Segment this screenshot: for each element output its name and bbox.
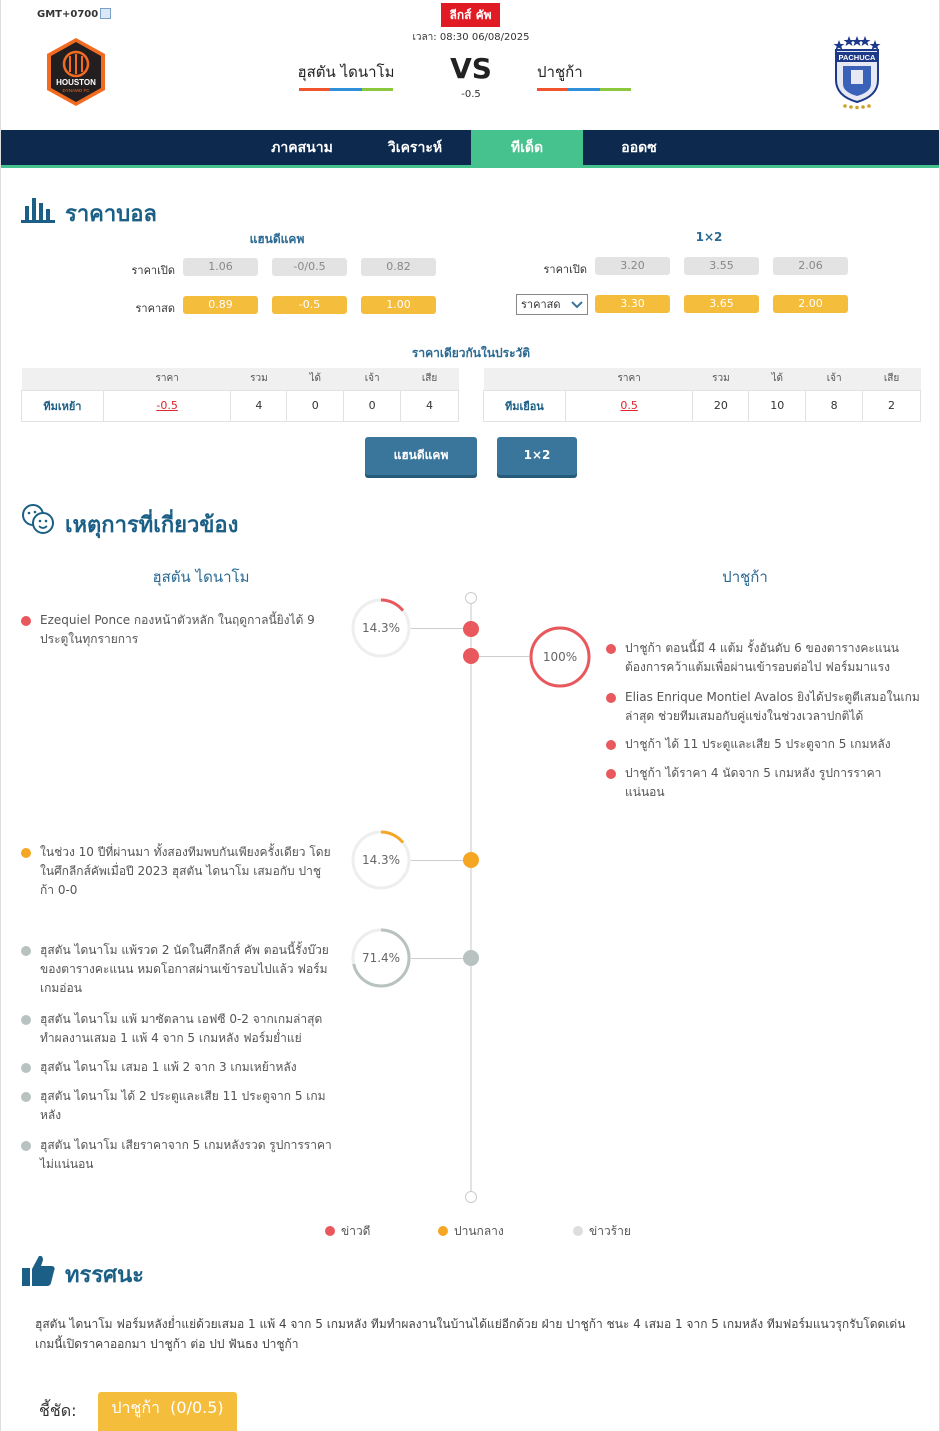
home-bad-ring bbox=[351, 928, 411, 988]
x12-open-away: 2.06 bbox=[773, 257, 848, 275]
event-text: ฮุสตัน ไดนาโม แพ้รวด 2 นัดในศึกลีกส์ คัพ ตอนนี้รั้งบ๊วยของตารางคะแนน หมดโอกาสผ่านเข้ารอบไปแล้ว ฟอร์มเกมอ่อน bbox=[40, 943, 329, 995]
lose-cell: 4 bbox=[401, 390, 459, 421]
opinion-text: ฮุสตัน ไดนาโม ฟอร์มหลังย่ำแย่ด้วยเสมอ 1 แพ้ 4 จาก 5 เกมหลัง ทีมทำผลงานในบ้านได้แย่อีกด้วย ฝ่าย ปาชูก้า ชนะ 4 เสมอ 1 จาก 5 เกมหลัง ทีมฟอร์มแนวรุกรับโดดเด่น เกมนี้เปิดราคาออกมา ปาชูก้า ต่อ ปป ฟันธง ปาชูก้า bbox=[35, 1317, 906, 1351]
timeline-end-dot bbox=[465, 1191, 477, 1203]
pick-label: ชี้ชัด: bbox=[39, 1401, 77, 1420]
neutral-percent: 14.3% bbox=[361, 853, 401, 867]
bar-chart-icon bbox=[21, 194, 55, 224]
col-win: ได้ bbox=[749, 368, 806, 390]
good-news-dot bbox=[606, 740, 616, 750]
bad-news-dot bbox=[21, 1092, 31, 1102]
chat-faces-icon bbox=[21, 503, 57, 535]
home-history-table bbox=[21, 368, 459, 422]
vs-label: VS bbox=[450, 52, 492, 85]
away-team-name[interactable] bbox=[523, 60, 631, 91]
tab-field[interactable]: ภาคสนาม bbox=[271, 140, 333, 156]
x12-history-button[interactable]: 1×2 bbox=[497, 437, 577, 475]
legend-bad bbox=[573, 1222, 631, 1241]
opinion-section-title: ทรรศนะ bbox=[65, 1263, 144, 1288]
away-logo bbox=[831, 36, 883, 110]
col-win: ได้ bbox=[287, 368, 344, 390]
price-link[interactable]: 0.5 bbox=[565, 390, 693, 421]
col-total: รวม bbox=[693, 368, 749, 390]
legend-label: ข่าวร้าย bbox=[589, 1224, 631, 1238]
x12-open-home: 3.20 bbox=[595, 257, 670, 275]
event-item bbox=[40, 1058, 332, 1077]
x12-odds-select[interactable] bbox=[516, 294, 588, 315]
timeline-dot-bad bbox=[463, 950, 479, 966]
good-news-dot bbox=[606, 693, 616, 703]
team-cell: ทีมเหย้า bbox=[22, 390, 104, 421]
hdp-open-home: 1.06 bbox=[183, 258, 258, 276]
col-total: รวม bbox=[231, 368, 287, 390]
away-good-ring bbox=[529, 626, 591, 688]
good-news-dot bbox=[606, 769, 616, 779]
svg-text:HOUSTON: HOUSTON bbox=[56, 78, 96, 87]
legend-label: ปานกลาง bbox=[454, 1224, 504, 1238]
event-item bbox=[40, 843, 332, 900]
handicap-history-button[interactable]: แฮนดีแคพ bbox=[365, 437, 477, 475]
main-nav bbox=[1, 130, 939, 168]
connector-line bbox=[411, 958, 463, 959]
hdp-open-away: 0.82 bbox=[361, 258, 436, 276]
event-item bbox=[40, 1136, 332, 1174]
connector-line bbox=[479, 656, 529, 657]
handicap-subtitle: แฮนดีแคพ bbox=[249, 232, 305, 246]
timeline-dot-good bbox=[463, 621, 479, 637]
hdp-live-label: ราคาสด bbox=[135, 302, 175, 315]
event-text: ฮุสตัน ไดนาโม เสียราคาจาก 5 เกมหลังรวด รูปการราคาไม่แน่นอน bbox=[40, 1138, 332, 1171]
legend-good bbox=[325, 1222, 370, 1241]
win-cell: 0 bbox=[287, 390, 344, 421]
home-good-ring bbox=[351, 598, 411, 658]
event-item bbox=[625, 735, 920, 754]
good-news-dot bbox=[21, 616, 31, 626]
svg-text:DYNAMO FC: DYNAMO FC bbox=[62, 88, 90, 93]
neutral-ring bbox=[351, 830, 411, 890]
event-item bbox=[625, 688, 920, 726]
thumbs-up-icon bbox=[21, 1252, 57, 1288]
total-cell: 4 bbox=[231, 390, 287, 421]
tab-analysis[interactable]: วิเคราะห์ bbox=[387, 140, 443, 156]
col-draw: เจ้า bbox=[806, 368, 863, 390]
away-team-underline bbox=[537, 88, 631, 91]
timezone[interactable] bbox=[37, 8, 111, 20]
chevron-down-icon bbox=[570, 298, 584, 311]
team-cell: ทีมเยือน bbox=[484, 390, 566, 421]
timeline-dot-good bbox=[463, 648, 479, 664]
history-subtitle: ราคาเดียวกันในประวัติ bbox=[411, 346, 531, 360]
events-away-team: ปาชูก้า bbox=[722, 568, 768, 586]
event-text: ปาชูก้า ตอนนี้มี 4 แต้ม รั้งอันดับ 6 ของตารางคะแนน ต้องการคว้าแต้มเพื่อผ่านเข้ารอบต่อไป ฟอร์มมาแรง bbox=[625, 641, 899, 674]
neutral-news-dot bbox=[21, 848, 31, 858]
hdp-live-away: 1.00 bbox=[361, 296, 436, 314]
col-price: ราคา bbox=[103, 368, 231, 390]
home-team-name[interactable] bbox=[281, 60, 411, 91]
bad-news-dot bbox=[21, 1063, 31, 1073]
event-text: ฮุสตัน ไดนาโม เสมอ 1 แพ้ 2 จาก 3 เกมเหย้าหลัง bbox=[40, 1060, 297, 1074]
event-item bbox=[625, 639, 920, 677]
good-legend-dot bbox=[325, 1226, 335, 1236]
event-text: ปาชูก้า ได้ราคา 4 นัดจาก 5 เกมหลัง รูปการราคาแน่นอน bbox=[625, 766, 882, 799]
odds-section-title: ราคาบอล bbox=[65, 202, 157, 227]
legend-label: ข่าวดี bbox=[341, 1224, 371, 1238]
connector-line bbox=[411, 860, 463, 861]
event-text: Elias Enrique Montiel Avalos ยิงได้ประตูตีเสมอในเกมล่าสุด ช่วยทีมเสมอกับคู่แข่งในช่วงเวลาปกติได้ bbox=[625, 690, 920, 723]
league-badge: ลีกส์ คัพ bbox=[441, 3, 500, 27]
home-logo bbox=[45, 36, 107, 108]
win-cell: 10 bbox=[749, 390, 806, 421]
bad-news-dot bbox=[21, 1015, 31, 1025]
table-row bbox=[22, 390, 459, 421]
svg-text:PACHUCA: PACHUCA bbox=[838, 53, 876, 62]
events-section-title: เหตุการที่เกี่ยวข้อง bbox=[65, 513, 239, 538]
x12-subtitle: 1×2 bbox=[695, 230, 723, 244]
x12-live-away: 2.00 bbox=[773, 295, 848, 313]
total-cell: 20 bbox=[693, 390, 749, 421]
home-team-underline bbox=[299, 88, 393, 91]
tab-odds[interactable]: ออดซ bbox=[621, 140, 657, 156]
timezone-dropdown-icon[interactable] bbox=[100, 8, 111, 19]
tab-tips[interactable]: ทีเด็ด bbox=[471, 130, 583, 165]
event-item bbox=[40, 1010, 332, 1048]
bad-news-dot bbox=[21, 1141, 31, 1151]
event-item bbox=[40, 1087, 332, 1125]
event-item bbox=[40, 941, 332, 998]
col-lose: เสีย bbox=[401, 368, 459, 390]
event-item bbox=[40, 611, 332, 649]
table-row bbox=[484, 390, 921, 421]
event-item bbox=[625, 764, 893, 802]
col-price: ราคา bbox=[565, 368, 693, 390]
event-text: ในช่วง 10 ปีที่ผ่านมา ทั้งสองทีมพบกันเพียงครั้งเดียว โดยในศึกลีกส์คัพเมื่อปี 2023 ฮุสตัน ไดนาโม เสมอกับ ปาชูก้า 0-0 bbox=[40, 845, 331, 897]
col-lose: เสีย bbox=[863, 368, 921, 390]
legend-neutral bbox=[438, 1222, 504, 1241]
hdp-open-line: -0/0.5 bbox=[272, 258, 347, 276]
connector-line bbox=[411, 628, 463, 629]
col-draw: เจ้า bbox=[344, 368, 401, 390]
away-team-label: ปาชูก้า bbox=[537, 63, 583, 81]
away-good-percent: 100% bbox=[542, 650, 578, 664]
bad-legend-dot bbox=[573, 1226, 583, 1236]
match-handicap: -0.5 bbox=[461, 89, 481, 100]
pick-badge: ปาชูก้า (0/0.5) bbox=[98, 1392, 237, 1431]
draw-cell: 8 bbox=[806, 390, 863, 421]
good-news-dot bbox=[606, 644, 616, 654]
event-text: ฮุสตัน ไดนาโม ได้ 2 ประตูและเสีย 11 ประตูจาก 5 เกมหลัง bbox=[40, 1089, 326, 1122]
hdp-live-home: 0.89 bbox=[183, 296, 258, 314]
timeline-line bbox=[470, 599, 472, 1197]
bad-news-dot bbox=[21, 946, 31, 956]
timeline-start-dot bbox=[465, 592, 477, 604]
price-link[interactable]: -0.5 bbox=[103, 390, 231, 421]
events-home-team: ฮุสตัน ไดนาโม bbox=[152, 568, 250, 586]
home-bad-percent: 71.4% bbox=[361, 951, 401, 965]
home-good-percent: 14.3% bbox=[361, 621, 401, 635]
event-text: ปาชูก้า ได้ 11 ประตูและเสีย 5 ประตูจาก 5 เกมหลัง bbox=[625, 737, 891, 751]
match-time: เวลา: 08:30 06/08/2025 bbox=[412, 32, 530, 43]
x12-live-home: 3.30 bbox=[595, 295, 670, 313]
x12-open-label: ราคาเปิด bbox=[543, 263, 587, 276]
x12-live-draw: 3.65 bbox=[684, 295, 759, 313]
hdp-open-label: ราคาเปิด bbox=[131, 264, 175, 277]
hdp-live-line: -0.5 bbox=[272, 296, 347, 314]
timeline-dot-neutral bbox=[463, 852, 479, 868]
event-text: ฮุสตัน ไดนาโม แพ้ มาซัตลาน เอฟซี 0-2 จากเกมล่าสุด ทำผลงานเสมอ 1 แพ้ 4 จาก 5 เกมหลัง ฟอร์มย่ำแย่ bbox=[40, 1012, 323, 1045]
lose-cell: 2 bbox=[863, 390, 921, 421]
home-team-label: ฮุสตัน ไดนาโม bbox=[297, 63, 395, 81]
timezone-label: GMT+0700 bbox=[37, 9, 99, 20]
event-text: Ezequiel Ponce กองหน้าตัวหลัก ในฤดูกาลนี้ยิงได้ 9 ประตูในทุกรายการ bbox=[40, 613, 315, 646]
x12-open-draw: 3.55 bbox=[684, 257, 759, 275]
draw-cell: 0 bbox=[344, 390, 401, 421]
away-history-table bbox=[483, 368, 921, 422]
neutral-legend-dot bbox=[438, 1226, 448, 1236]
x12-select-value: ราคาสด bbox=[521, 298, 561, 311]
